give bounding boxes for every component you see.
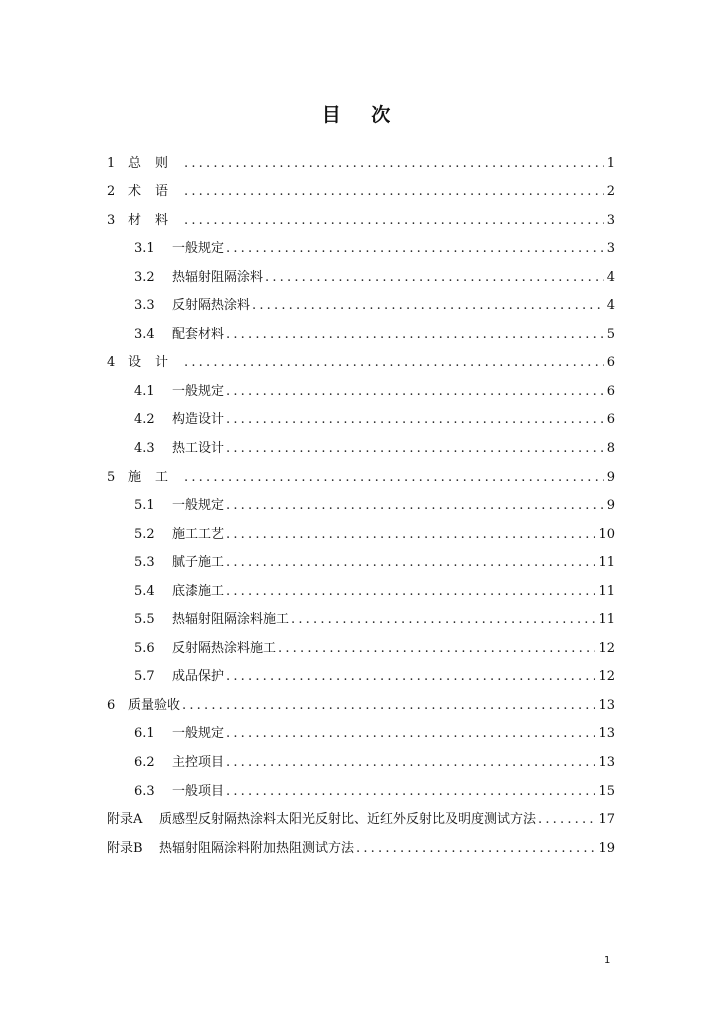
page-number: 1 xyxy=(604,955,611,966)
toc-entry[interactable] xyxy=(107,486,615,515)
toc-entry-title: 热辐射阻隔涂料附加热阻测试方法 xyxy=(159,840,355,856)
toc-entry-title: 质量验收 xyxy=(128,697,181,713)
toc-entry-number: 2 xyxy=(107,184,116,200)
toc-entry-page: 2 xyxy=(606,184,615,200)
toc-entry-title: 反射隔热涂料 xyxy=(172,298,251,314)
toc-leader-dots xyxy=(226,755,595,771)
toc-entry-page: 3 xyxy=(606,241,615,257)
toc-entry[interactable] xyxy=(107,685,615,714)
toc-entry[interactable] xyxy=(107,457,615,486)
toc-entry[interactable] xyxy=(107,828,615,857)
toc-leader-dots xyxy=(226,384,604,400)
toc-entry-page: 6 xyxy=(606,412,615,428)
toc-entry-page: 12 xyxy=(598,640,615,656)
toc-leader-dots xyxy=(226,527,595,543)
toc-entry-number: 5 xyxy=(107,469,116,485)
toc-leader-dots xyxy=(265,270,604,286)
toc-entry-page: 11 xyxy=(598,583,615,599)
toc-leader-dots xyxy=(226,726,595,742)
toc-entry-number: 3.2 xyxy=(134,269,155,285)
toc-entry-number: 5.4 xyxy=(134,583,155,599)
toc-entry-number: 3.1 xyxy=(134,241,155,257)
toc-entry[interactable] xyxy=(107,657,615,686)
toc-entry-title: 配套材料 xyxy=(172,326,225,342)
toc-leader-dots xyxy=(291,612,595,628)
toc-leader-dots xyxy=(182,698,595,714)
toc-entry-page: 17 xyxy=(598,812,615,828)
toc-entry-page: 6 xyxy=(606,355,615,371)
page-title: 目 次 xyxy=(321,104,403,126)
toc-entry-number: 3 xyxy=(107,212,116,228)
toc-entry-number: 5.5 xyxy=(134,612,155,628)
toc-leader-dots xyxy=(226,241,604,257)
toc-entry-title: 术语 xyxy=(128,184,183,200)
toc-entry-title: 反射隔热涂料施工 xyxy=(172,640,277,656)
toc-entry-page: 19 xyxy=(598,840,615,856)
toc-entry-number: 4 xyxy=(107,355,116,371)
toc-entry-number: 3.3 xyxy=(134,298,155,314)
toc-entry[interactable] xyxy=(107,771,615,800)
toc-entry-page: 12 xyxy=(598,669,615,685)
toc-leader-dots xyxy=(356,841,595,857)
toc-leader-dots xyxy=(226,555,595,571)
toc-entry-title: 一般项目 xyxy=(172,783,225,799)
toc-leader-dots xyxy=(184,355,604,371)
toc-entry[interactable] xyxy=(107,371,615,400)
toc-entry-page: 9 xyxy=(606,498,615,514)
toc-leader-dots xyxy=(184,470,604,486)
toc-entry-number: 6.3 xyxy=(134,783,155,799)
toc-leader-dots xyxy=(278,641,595,657)
toc-entry-title: 成品保护 xyxy=(172,669,225,685)
toc-entry-title: 热辐射阻隔涂料施工 xyxy=(172,612,290,628)
toc-entry-title: 总则 xyxy=(128,155,183,171)
toc-entry-title: 腻子施工 xyxy=(172,555,225,571)
toc-leader-dots xyxy=(538,812,595,828)
toc-leader-dots xyxy=(184,156,604,172)
toc-leader-dots xyxy=(226,441,604,457)
toc-leader-dots xyxy=(226,584,595,600)
toc-entry-number: 5.6 xyxy=(134,640,155,656)
toc-entry-number: 6 xyxy=(107,697,116,713)
toc-entry[interactable] xyxy=(107,172,615,201)
toc-leader-dots xyxy=(252,298,604,314)
toc-entry-page: 8 xyxy=(606,441,615,457)
toc-leader-dots xyxy=(184,184,604,200)
toc-entry-title: 施工 xyxy=(128,469,183,485)
toc-leader-dots xyxy=(184,213,604,229)
toc-entry-page: 11 xyxy=(598,555,615,571)
toc-entry-number: 5.3 xyxy=(134,555,155,571)
toc-entry[interactable] xyxy=(107,286,615,315)
toc-entry[interactable] xyxy=(107,543,615,572)
toc-entry-page: 13 xyxy=(598,726,615,742)
toc-entry-number: 附录B xyxy=(107,840,143,856)
toc-entry-title: 一般规定 xyxy=(172,241,225,257)
toc-entry[interactable] xyxy=(107,400,615,429)
toc-entry-page: 15 xyxy=(598,783,615,799)
toc-entry-title: 施工工艺 xyxy=(172,526,225,542)
toc-entry[interactable] xyxy=(107,800,615,829)
toc-entry-page: 1 xyxy=(606,155,615,171)
toc-entry-page: 6 xyxy=(606,383,615,399)
toc-entry-number: 1 xyxy=(107,155,116,171)
toc-leader-dots xyxy=(226,327,604,343)
toc-entry[interactable] xyxy=(107,229,615,258)
toc-entry-title: 设计 xyxy=(128,355,183,371)
toc-entry-number: 4.1 xyxy=(134,383,155,399)
toc-entry[interactable] xyxy=(107,628,615,657)
toc-entry-page: 9 xyxy=(606,469,615,485)
toc-entry-number: 6.1 xyxy=(134,726,155,742)
table-of-contents xyxy=(107,143,615,857)
toc-entry-title: 底漆施工 xyxy=(172,583,225,599)
toc-leader-dots xyxy=(226,669,595,685)
toc-entry-page: 13 xyxy=(598,697,615,713)
toc-entry-title: 一般规定 xyxy=(172,726,225,742)
toc-entry-title: 质感型反射隔热涂料太阳光反射比、近红外反射比及明度测试方法 xyxy=(159,812,537,828)
toc-entry-number: 3.4 xyxy=(134,326,155,342)
toc-entry-page: 13 xyxy=(598,755,615,771)
toc-entry[interactable] xyxy=(107,714,615,743)
toc-entry[interactable] xyxy=(107,600,615,629)
toc-entry[interactable] xyxy=(107,314,615,343)
toc-entry-number: 附录A xyxy=(107,812,143,828)
toc-entry-page: 10 xyxy=(598,526,615,542)
toc-entry-number: 5.1 xyxy=(134,498,155,514)
toc-entry-title: 一般规定 xyxy=(172,498,225,514)
toc-entry-title: 材料 xyxy=(128,212,183,228)
toc-entry[interactable] xyxy=(107,143,615,172)
toc-entry-title: 热辐射阻隔涂料 xyxy=(172,269,264,285)
toc-entry-number: 4.3 xyxy=(134,441,155,457)
toc-entry[interactable] xyxy=(107,514,615,543)
toc-entry-page: 5 xyxy=(606,326,615,342)
toc-entry-title: 热工设计 xyxy=(172,441,225,457)
toc-entry-number: 5.2 xyxy=(134,526,155,542)
toc-entry[interactable] xyxy=(107,428,615,457)
toc-entry-title: 一般规定 xyxy=(172,383,225,399)
toc-entry[interactable] xyxy=(107,257,615,286)
toc-entry-page: 4 xyxy=(606,298,615,314)
toc-entry[interactable] xyxy=(107,571,615,600)
toc-entry[interactable] xyxy=(107,200,615,229)
toc-entry-page: 3 xyxy=(606,212,615,228)
toc-leader-dots xyxy=(226,412,604,428)
toc-entry-title: 主控项目 xyxy=(172,755,225,771)
toc-entry-page: 11 xyxy=(598,612,615,628)
toc-entry[interactable] xyxy=(107,343,615,372)
toc-entry-number: 5.7 xyxy=(134,669,155,685)
toc-entry-number: 4.2 xyxy=(134,412,155,428)
toc-entry-number: 6.2 xyxy=(134,755,155,771)
toc-entry-page: 4 xyxy=(606,269,615,285)
toc-entry[interactable] xyxy=(107,742,615,771)
toc-entry-title: 构造设计 xyxy=(172,412,225,428)
toc-leader-dots xyxy=(226,784,595,800)
toc-leader-dots xyxy=(226,498,604,514)
